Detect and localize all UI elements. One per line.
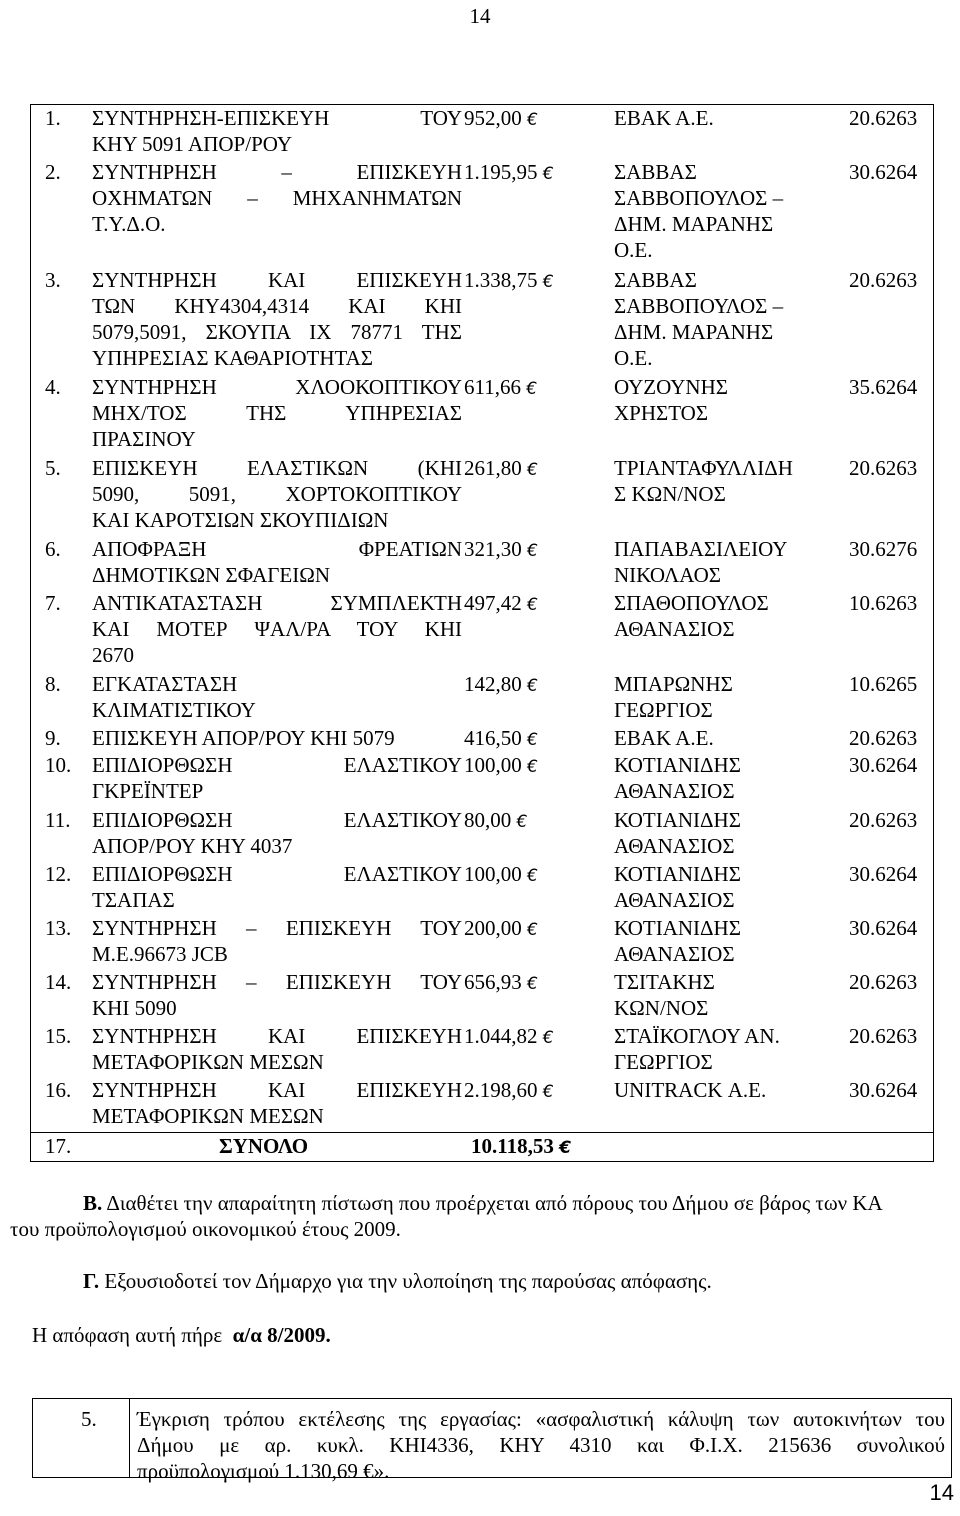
item-amount-value: 497,42 (464, 590, 522, 615)
item-contractor-line: ΣΑΒΒΑΣ (614, 267, 697, 292)
item-contractor (614, 915, 741, 967)
item-description-line: ΑΝΤΙΚΑΤΑΣΤΑΣΗ ΣΥΜΠΛΕΚΤΗ (92, 590, 462, 615)
decision-prefix: Η απόφαση αυτή πήρε (32, 1323, 233, 1347)
item-description-line: ΠΡΑΣΙΝΟΥ (92, 426, 196, 451)
table-row (31, 590, 933, 671)
item-description-line: ΥΠΗΡΕΣΙΑΣ ΚΑΘΑΡΙΟΤΗΤΑΣ (92, 345, 374, 370)
item-budget-code: 20.6263 (849, 1024, 918, 1049)
euro-symbol: € (527, 729, 538, 750)
item-amount-value: 321,30 (464, 536, 522, 561)
item-description-line: ΟΧΗΜΑΤΩΝ – ΜΗΧΑΝΗΜΑΤΩΝ (92, 186, 462, 211)
item-budget-code: 30.6264 (849, 915, 918, 940)
table-row (31, 725, 933, 753)
table-row (31, 671, 933, 725)
total-label: ΣΥΝΟΛΟ (219, 1133, 309, 1158)
item-contractor-line: ΚΟΤΙΑΝΙΔΗΣ (614, 861, 741, 886)
item-contractor (614, 752, 741, 804)
item-contractor (614, 861, 741, 913)
item-contractor-line: ΜΠΑΡΩΝΗΣ (614, 671, 733, 696)
paragraph-b-text-cont: του προϋπολογισμού οικονομικού έτους 2009. (10, 1217, 401, 1241)
item-description-line: ΕΠΙΔΙΟΡΘΩΣΗ ΕΛΑΣΤΙΚΟΥ (92, 861, 462, 886)
item-contractor-line: ΔΗΜ. ΜΑΡΑΝΗΣ (614, 319, 774, 344)
table-row (31, 159, 933, 266)
item-amount (464, 374, 537, 402)
item-amount (464, 671, 538, 699)
item-number: 1. (45, 106, 61, 130)
item-description-line: ΚΗΥ 5091 ΑΠΟΡ/ΡΟΥ (92, 132, 293, 156)
item-contractor-line: ΤΡΙΑΝΤΑΦΥΛΛΙΔΗ (614, 455, 793, 480)
item-description (92, 671, 462, 723)
item-amount (464, 861, 538, 889)
item-number: 4. (45, 374, 61, 399)
item-amount (464, 590, 538, 618)
item-contractor-line: ΚΟΤΙΑΝΙΔΗΣ (614, 915, 741, 940)
item-contractor (614, 159, 783, 263)
agenda-item-5-line3: προϋπολογισμού 1.130,69 €». (137, 1459, 390, 1483)
item-contractor (614, 590, 769, 642)
item-contractor-line: ΑΘΑΝΑΣΙΟΣ (614, 941, 735, 966)
item-amount-value: 416,50 (464, 725, 522, 750)
total-row (31, 1132, 933, 1161)
item-contractor-line: ΓΕΩΡΓΙΟΣ (614, 697, 713, 722)
item-amount-value: 100,00 (464, 861, 522, 886)
item-contractor-line: ΣΑΒΒΟΠΟΥΛΟΣ – (614, 186, 784, 211)
item-contractor-line: ΑΘΑΝΑΣΙΟΣ (614, 833, 735, 858)
table-row (31, 105, 933, 159)
euro-symbol: € (527, 110, 538, 130)
item-budget-code: 20.6263 (849, 267, 918, 292)
item-number: 3. (45, 267, 61, 292)
euro-symbol: € (542, 164, 554, 185)
paragraph-g-label: Γ. (83, 1269, 100, 1293)
item-description-line: ΑΠΟΡ/ΡΟΥ ΚΗΥ 4037 (92, 833, 293, 858)
item-amount-value: 611,66 (464, 374, 521, 399)
item-contractor-line: ΠΑΠΑΒΑΣΙΛΕΙΟΥ (614, 536, 788, 561)
euro-symbol: € (527, 865, 538, 886)
item-contractor-line: ΣΑΒΒΟΠΟΥΛΟΣ – (614, 293, 784, 318)
item-contractor-line: UNITRACK Α.Ε. (614, 1078, 767, 1103)
item-description-line: ΣΥΝΤΗΡΗΣΗ – ΕΠΙΣΚΕΥΗ ΤΟΥ (92, 970, 462, 995)
item-number: 7. (45, 590, 61, 615)
item-amount (464, 536, 538, 564)
item-description (92, 1023, 462, 1075)
item-description-line: ΣΥΝΤΗΡΗΣΗ – ΕΠΙΣΚΕΥΗ ΤΟΥ (92, 915, 462, 940)
table-row (31, 455, 933, 536)
item-contractor-line: ΣΑΒΒΑΣ (614, 160, 697, 185)
table-row (31, 267, 933, 374)
item-amount (464, 725, 538, 753)
item-amount (464, 1077, 554, 1105)
item-description (92, 455, 462, 533)
item-number: 13. (45, 915, 72, 940)
item-contractor-line: ΕΒΑΚ Α.Ε. (614, 106, 714, 130)
item-amount-value: 2.198,60 (464, 1078, 538, 1103)
page-number-top: 14 (469, 4, 491, 28)
item-number: 5. (45, 455, 61, 480)
item-amount-value: 142,80 (464, 671, 522, 696)
item-amount (464, 969, 538, 997)
item-amount-value: 100,00 (464, 753, 522, 778)
item-contractor (614, 1023, 780, 1075)
item-description-line: ΔΗΜΟΤΙΚΩΝ ΣΦΑΓΕΙΩΝ (92, 562, 330, 587)
item-description-line: ΜΕΤΑΦΟΡΙΚΩΝ ΜΕΣΩΝ (92, 1050, 324, 1075)
item-number: 10. (45, 753, 72, 778)
agenda-item-5-number: 5. (81, 1407, 97, 1431)
item-description (92, 752, 462, 804)
item-contractor (614, 807, 741, 859)
page-number-bottom: 14 (929, 1480, 954, 1505)
item-contractor-line: ΑΘΑΝΑΣΙΟΣ (614, 887, 735, 912)
item-contractor-line: ΑΘΑΝΑΣΙΟΣ (614, 616, 735, 641)
euro-symbol: € (527, 459, 538, 480)
total-amount (471, 1133, 571, 1161)
item-contractor (614, 267, 783, 371)
paragraph-b (10, 1190, 958, 1242)
item-contractor (614, 671, 733, 723)
item-amount (464, 915, 538, 943)
item-amount (464, 752, 538, 780)
item-amount (464, 159, 554, 187)
item-contractor-line: ΟΥΖΟΥΝΗΣ (614, 374, 728, 399)
item-budget-code: 30.6264 (849, 753, 918, 778)
euro-symbol: € (527, 757, 538, 778)
item-description-line: ΕΠΙΔΙΟΡΘΩΣΗ ΕΛΑΣΤΙΚΟΥ (92, 753, 462, 778)
item-description-line: 2670 (92, 642, 134, 667)
item-contractor (614, 374, 728, 426)
item-budget-code: 10.6263 (849, 590, 918, 615)
item-description-line: ΣΥΝΤΗΡΗΣΗ-ΕΠΙΣΚΕΥΗ ΤΟΥ (92, 106, 462, 130)
agenda-item-5-line1: Έγκριση τρόπου εκτέλεσης της εργασίας: «ασφαλιστική κάλυψη των αυτοκινήτων του (137, 1407, 945, 1431)
item-description-line: ΤΩΝ ΚΗΥ4304,4314 ΚΑΙ ΚΗΙ (92, 293, 462, 318)
item-description-line: ΣΥΝΤΗΡΗΣΗ – ΕΠΙΣΚΕΥΗ (92, 160, 462, 185)
agenda-item-5-box (32, 1398, 952, 1483)
table-row (31, 752, 933, 806)
item-contractor (614, 105, 714, 131)
item-contractor-line: Σ ΚΩΝ/ΝΟΣ (614, 481, 726, 506)
euro-symbol: € (542, 1082, 554, 1103)
item-description-line: ΣΥΝΤΗΡΗΣΗ ΚΑΙ ΕΠΙΣΚΕΥΗ (92, 267, 462, 292)
euro-symbol: € (527, 919, 538, 940)
item-description (92, 725, 462, 751)
item-budget-code: 20.6263 (849, 106, 918, 130)
item-contractor-line: ΤΣΙΤΑΚΗΣ (614, 970, 715, 995)
table-row (31, 374, 933, 455)
item-description (92, 590, 462, 668)
agenda-item-5-line2: Δήμου με αρ. κυκλ. ΚΗΙ4336, ΚΗΥ 4310 και Φ.Ι.Χ. 215636 συνολικού (137, 1433, 945, 1457)
item-description (92, 267, 462, 371)
paragraph-g-text: Εξουσιοδοτεί τον Δήμαρχο για την υλοποίηση της παρούσας απόφασης. (104, 1269, 712, 1293)
item-amount (464, 267, 554, 295)
item-number: 9. (45, 725, 61, 750)
item-amount (464, 455, 538, 483)
decision-line (32, 1322, 960, 1348)
item-contractor-line: ΣΠΑΘΟΠΟΥΛΟΣ (614, 590, 769, 615)
item-contractor (614, 455, 793, 507)
euro-symbol: € (527, 974, 538, 995)
table-row (31, 536, 933, 590)
item-number: 2. (45, 160, 61, 185)
euro-symbol: € (527, 675, 538, 696)
table-row (31, 1023, 933, 1077)
item-budget-code: 20.6263 (849, 455, 918, 480)
item-description (92, 1077, 462, 1129)
item-amount-value: 200,00 (464, 915, 522, 940)
item-description-line: ΣΥΝΤΗΡΗΣΗ ΚΑΙ ΕΠΙΣΚΕΥΗ (92, 1078, 462, 1103)
item-contractor-line: ΣΤΑΪΚΟΓΛΟΥ ΑΝ. (614, 1024, 780, 1049)
item-contractor-line: ΓΕΩΡΓΙΟΣ (614, 1050, 713, 1075)
item-contractor (614, 725, 714, 751)
item-number: 15. (45, 1024, 72, 1049)
item-contractor-line: ΔΗΜ. ΜΑΡΑΝΗΣ (614, 212, 774, 237)
expense-table (30, 104, 934, 1162)
item-description-line: ΜΕΤΑΦΟΡΙΚΩΝ ΜΕΣΩΝ (92, 1104, 324, 1129)
item-description (92, 159, 462, 237)
item-amount-value: 656,93 (464, 970, 522, 995)
euro-symbol: € (542, 271, 554, 292)
item-description-line: Μ.Ε.96673 JCB (92, 941, 228, 966)
item-contractor-line: ΚΩΝ/ΝΟΣ (614, 996, 709, 1021)
euro-symbol: € (516, 811, 528, 832)
item-amount-value: 1.338,75 (464, 267, 538, 292)
item-description-line: ΤΣΑΠΑΣ (92, 887, 175, 912)
item-contractor-line: Ο.Ε. (614, 345, 653, 370)
total-number: 17. (45, 1133, 72, 1158)
item-description (92, 861, 462, 913)
paragraph-g (83, 1268, 960, 1294)
item-description-line: ΣΥΝΤΗΡΗΣΗ ΚΑΙ ΕΠΙΣΚΕΥΗ (92, 1024, 462, 1049)
item-amount (464, 807, 527, 835)
item-description (92, 807, 462, 859)
item-description (92, 105, 462, 157)
item-description-line: ΓΚΡΕΪΝΤΕΡ (92, 779, 204, 804)
item-description-line: ΕΓΚΑΤΑΣΤΑΣΗ (92, 671, 238, 696)
decision-number: α/α 8/2009. (232, 1323, 331, 1347)
euro-symbol: € (542, 1028, 554, 1049)
euro-symbol: € (526, 378, 538, 399)
item-description-line: ΕΠΙΣΚΕΥΗ ΑΠΟΡ/ΡΟΥ ΚΗΙ 5079 (92, 725, 395, 750)
item-budget-code: 10.6265 (849, 671, 918, 696)
euro-symbol: € (527, 540, 538, 561)
item-description-line: ΕΠΙΣΚΕΥΗ ΕΛΑΣΤΙΚΩΝ (ΚΗΙ (92, 455, 462, 480)
table-row (31, 969, 933, 1023)
item-budget-code: 20.6263 (849, 725, 918, 750)
item-budget-code: 20.6263 (849, 970, 918, 995)
item-contractor (614, 1077, 766, 1103)
euro-symbol: € (527, 594, 538, 615)
item-contractor-line: ΕΒΑΚ Α.Ε. (614, 725, 714, 750)
item-contractor (614, 536, 787, 588)
item-description-line: ΑΠΟΦΡΑΞΗ ΦΡΕΑΤΙΩΝ (92, 536, 462, 561)
item-description (92, 374, 462, 452)
item-number: 14. (45, 970, 72, 995)
item-budget-code: 30.6264 (849, 1078, 918, 1103)
item-description-line: ΚΗΙ 5090 (92, 996, 177, 1021)
item-amount-value: 1.044,82 (464, 1024, 538, 1049)
item-description-line: 5079,5091, ΣΚΟΥΠΑ ΙΧ 78771 ΤΗΣ (92, 319, 462, 344)
item-budget-code: 30.6276 (849, 536, 918, 561)
item-description-line: 5090, 5091, ΧΟΡΤΟΚΟΠΤΙΚΟΥ (92, 481, 462, 506)
total-amount-value: 10.118,53 (471, 1133, 554, 1158)
item-budget-code: 30.6264 (849, 160, 918, 185)
item-description (92, 969, 462, 1021)
item-description-line: ΕΠΙΔΙΟΡΘΩΣΗ ΕΛΑΣΤΙΚΟΥ (92, 807, 462, 832)
item-contractor-line: Ο.Ε. (614, 238, 653, 263)
item-number: 6. (45, 536, 61, 561)
item-contractor-line: ΑΘΑΝΑΣΙΟΣ (614, 779, 735, 804)
item-contractor-line: ΝΙΚΟΛΑΟΣ (614, 562, 721, 587)
table-row (31, 807, 933, 861)
table-row (31, 915, 933, 969)
item-budget-code: 20.6263 (849, 807, 918, 832)
item-contractor (614, 969, 715, 1021)
item-number: 8. (45, 671, 61, 696)
item-amount (464, 1023, 554, 1051)
paragraph-b-label: Β. (83, 1191, 103, 1215)
item-description-line: ΚΑΙ ΜΟΤΕΡ ΨΑΛ/ΡΑ ΤΟΥ ΚΗΙ (92, 616, 462, 641)
item-description (92, 915, 462, 967)
table-row (31, 1077, 933, 1131)
table-row (31, 861, 933, 915)
item-description-line: ΜΗΧ/ΤΟΣ ΤΗΣ ΥΠΗΡΕΣΙΑΣ (92, 400, 462, 425)
item-description (92, 536, 462, 588)
euro-symbol: € (559, 1137, 571, 1158)
paragraph-b-text: Διαθέτει την απαραίτητη πίστωση που προέρχεται από πόρους του Δήμου σε βάρος των ΚΑ (106, 1191, 883, 1215)
item-description-line: Τ.Υ.Δ.Ο. (92, 212, 166, 237)
item-budget-code: 35.6264 (849, 374, 918, 399)
item-number: 12. (45, 861, 72, 886)
item-amount (464, 105, 538, 133)
item-number: 11. (45, 807, 71, 832)
item-description-line: ΣΥΝΤΗΡΗΣΗ ΧΛΟΟΚΟΠΤΙΚΟΥ (92, 374, 462, 399)
item-amount-value: 1.195,95 (464, 160, 538, 185)
item-contractor-line: ΚΟΤΙΑΝΙΔΗΣ (614, 807, 741, 832)
item-number: 16. (45, 1078, 72, 1103)
item-budget-code: 30.6264 (849, 861, 918, 886)
item-description-line: ΚΛΙΜΑΤΙΣΤΙΚΟΥ (92, 697, 256, 722)
item-amount-value: 261,80 (464, 455, 522, 480)
item-contractor-line: ΧΡΗΣΤΟΣ (614, 400, 709, 425)
item-amount-value: 952,00 (464, 106, 522, 130)
item-description-line: ΚΑΙ ΚΑΡΟΤΣΙΩΝ ΣΚΟΥΠΙΔΙΩΝ (92, 507, 389, 532)
item-amount-value: 80,00 (464, 807, 512, 832)
item-contractor-line: ΚΟΤΙΑΝΙΔΗΣ (614, 753, 741, 778)
